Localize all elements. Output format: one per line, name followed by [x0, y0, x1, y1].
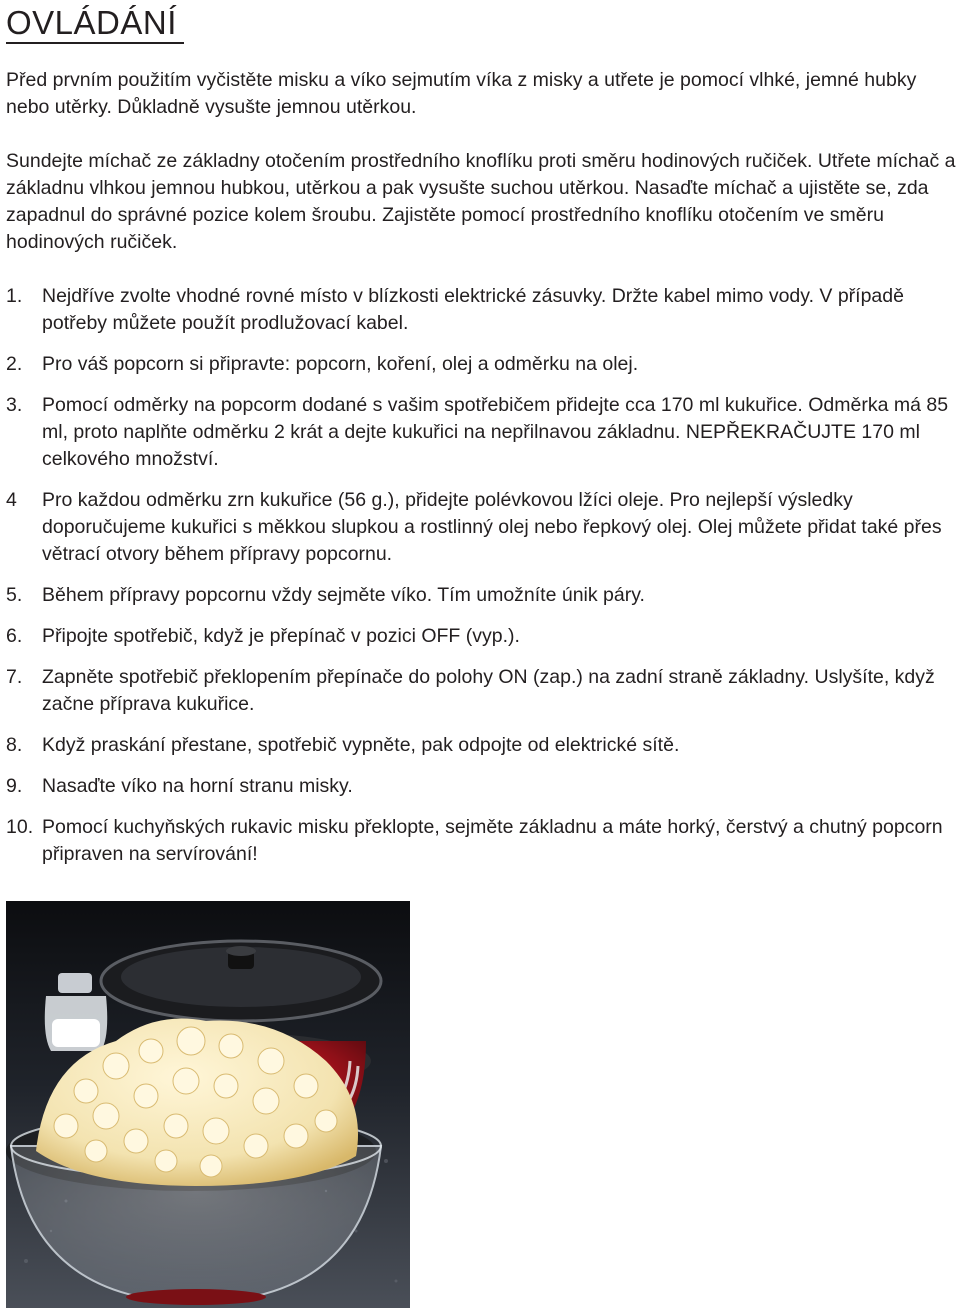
step-number: 1. — [6, 285, 23, 307]
intro-paragraph-stirrer: Sundejte míchač ze základny otočením prostředního knoflíku proti směru hodinových ručiček. Utřete míchač a základnu vlhkou jemnou hubkou, utěrkou a pak vysušte suchou utěrkou. Nasaďte míchač a ujistěte se, zda zapadnul do správné pozice kolem šroubu. Zajistěte pomocí prostředního knoflíku otočením ve směru hodinových ručiček. — [6, 150, 956, 253]
step-text: Pro váš popcorn si připravte: popcorn, koření, olej a odměrku na olej. — [42, 353, 639, 375]
step-number: 7. — [6, 666, 23, 688]
step-item — [0, 351, 960, 378]
step-text: Nasaďte víko na horní stranu misky. — [42, 775, 353, 797]
step-number: 8. — [6, 734, 23, 756]
page-title: OVLÁDÁNÍ — [6, 4, 177, 41]
step-item — [0, 773, 960, 800]
step-text: Pomocí odměrky na popcorm dodané s vašim spotřebičem přidejte cca 170 ml kukuřice. Odměrka má 85 ml, proto naplňte odměrku 2 krát a dejte kukuřici na nepřilnavou základnu. NEPŘEKRAČUJTE 170 ml celkového množství. — [42, 394, 949, 470]
step-number: 3. — [6, 394, 23, 416]
step-item — [0, 732, 960, 759]
step-item — [0, 582, 960, 609]
step-item — [0, 392, 960, 473]
step-number: 6. — [6, 625, 23, 647]
step-text: Když praskání přestane, spotřebič vypněte, pak odpojte od elektrické sítě. — [42, 734, 680, 756]
intro-paragraph-cleaning: Před prvním použitím vyčistěte misku a víko sejmutím víka z misky a utřete je pomocí vlhké, jemné hubky nebo utěrky. Důkladně vysušte jemnou utěrkou. — [6, 69, 917, 118]
step-number: 9. — [6, 775, 23, 797]
step-text: Pomocí kuchyňských rukavic misku překlopte, sejměte základnu a máte horký, čerstvý a chutný popcorn připraven na servírování! — [42, 816, 943, 865]
popcorn-maker-photo — [6, 901, 410, 1308]
instruction-steps — [0, 283, 960, 868]
step-item — [0, 664, 960, 718]
step-number: 10. — [6, 816, 34, 838]
step-text: Pro každou odměrku zrn kukuřice (56 g.), přidejte polévkovou lžíci oleje. Pro nejlepší výsledky doporučujeme kukuřici s měkkou slupkou a rostlinný olej nebo řepkový olej. Olej můžete přidat také přes větrací otvory během přípravy popcornu. — [42, 489, 942, 565]
step-item — [0, 283, 960, 337]
step-item — [0, 814, 960, 868]
step-number: 2. — [6, 353, 23, 375]
step-item — [0, 623, 960, 650]
step-item — [0, 487, 960, 568]
step-text: Zapněte spotřebič překlopením přepínače do polohy ON (zap.) na zadní straně základny. Uslyšíte, když začne příprava kukuřice. — [42, 666, 935, 715]
step-text: Nejdříve zvolte vhodné rovné místo v blízkosti elektrické zásuvky. Držte kabel mimo vody. V případě potřeby můžete použít prodlužovací kabel. — [42, 285, 904, 334]
step-text: Připojte spotřebič, když je přepínač v pozici OFF (vyp.). — [42, 625, 520, 647]
step-text: Během přípravy popcornu vždy sejměte víko. Tím umožníte únik páry. — [42, 584, 645, 606]
title-underline — [6, 42, 184, 44]
step-number: 4 — [6, 489, 17, 511]
step-number: 5. — [6, 584, 23, 606]
